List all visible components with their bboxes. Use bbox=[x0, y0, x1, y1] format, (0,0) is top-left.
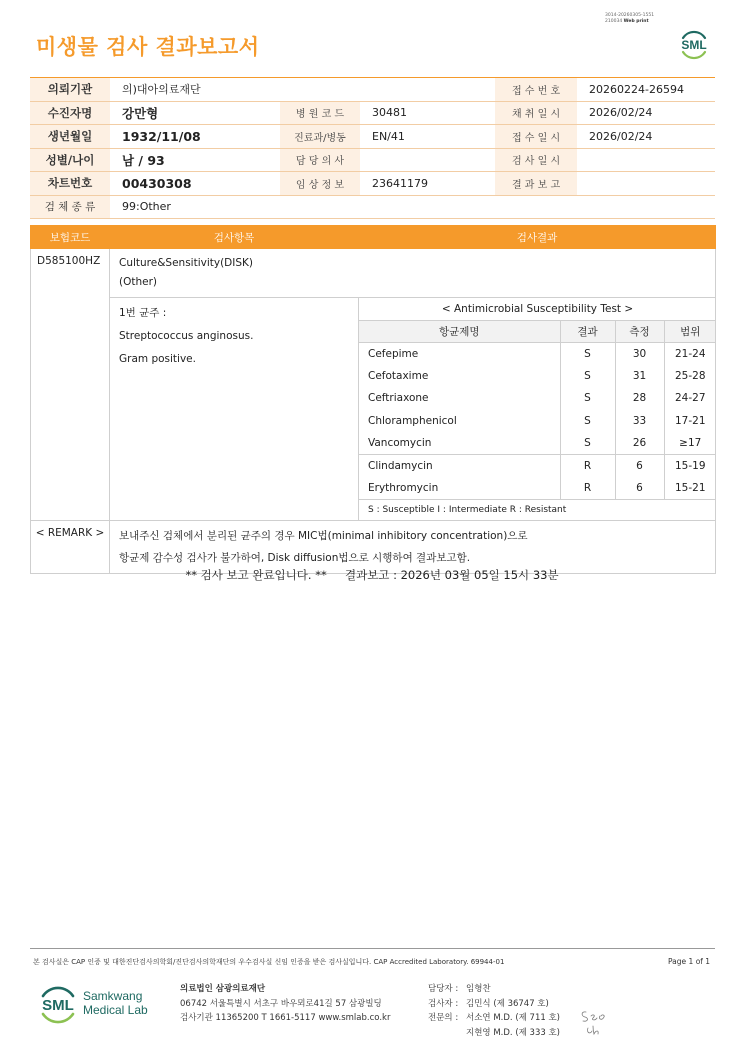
doctor-value bbox=[360, 148, 495, 172]
ast-legend: S : Susceptible I : Intermediate R : Resistant bbox=[359, 500, 716, 520]
chart-no-value: 00430308 bbox=[110, 172, 280, 196]
staff-role: 검사자 : bbox=[428, 998, 459, 1009]
dob-value: 1932/11/08 bbox=[110, 125, 280, 149]
remark-line-2: 항균제 감수성 검사가 불가하여, Disk diffusion법으로 시행하여 결과보고함. bbox=[119, 551, 471, 564]
drug-result: R bbox=[560, 477, 615, 500]
receipt-no-label: 접 수 번 호 bbox=[495, 78, 577, 102]
results-header-row bbox=[31, 226, 716, 249]
sml-footer-logo-text: SML bbox=[42, 997, 74, 1014]
organism-label: 1번 균주 : bbox=[119, 307, 167, 319]
col-range: 범위 bbox=[664, 320, 716, 342]
staff-name: 임형찬 bbox=[466, 984, 491, 994]
staff-role: 담당자 : bbox=[428, 984, 459, 994]
test-date-value bbox=[577, 148, 715, 172]
ast-title-row bbox=[359, 298, 716, 320]
drug-name: Cefotaxime bbox=[359, 365, 560, 388]
info-row-dob bbox=[30, 125, 715, 149]
patient-name-label: 수진자명 bbox=[30, 101, 110, 125]
receipt-no-value: 20260224-26594 bbox=[577, 78, 715, 102]
table-row bbox=[359, 410, 716, 433]
dept-value: EN/41 bbox=[360, 125, 495, 149]
insurance-code-header: 보험코드 bbox=[31, 226, 110, 249]
remark-row bbox=[31, 520, 716, 573]
table-row bbox=[359, 387, 716, 410]
page-title: 미생물 검사 결과보고서 bbox=[36, 35, 260, 59]
col-result: 결과 bbox=[560, 320, 615, 342]
drug-result: S bbox=[560, 342, 615, 365]
staff-row bbox=[428, 1011, 560, 1026]
samkwang-wordmark bbox=[83, 989, 148, 1017]
drug-name: Vancomycin bbox=[359, 432, 560, 455]
sml-logo-text: SML bbox=[681, 38, 707, 52]
patient-info-table bbox=[30, 77, 715, 219]
ast-table bbox=[359, 298, 716, 520]
drug-measure: 33 bbox=[615, 410, 664, 433]
footer-divider bbox=[30, 948, 715, 949]
collect-date-label: 채 취 일 시 bbox=[495, 101, 577, 125]
lab-name: 의료법인 삼광의료재단 bbox=[180, 984, 266, 994]
ast-cell bbox=[359, 298, 716, 521]
test-result-header: 검사결과 bbox=[359, 226, 716, 249]
drug-range: 25-28 bbox=[675, 369, 706, 382]
staff-list bbox=[428, 982, 560, 1040]
drug-measure: 31 bbox=[615, 365, 664, 388]
staff-row bbox=[428, 1026, 560, 1041]
request-org-label: 의뢰기관 bbox=[30, 78, 110, 102]
sml-logo-icon bbox=[674, 24, 714, 64]
sex-age-label: 성별/나이 bbox=[30, 148, 110, 172]
ast-title: < Antimicrobial Susceptibility Test > bbox=[359, 298, 716, 320]
hosp-code-label: 병 원 코 드 bbox=[280, 101, 360, 125]
ast-header-row bbox=[359, 320, 716, 342]
drug-range: 15-19 bbox=[664, 455, 716, 478]
drug-name: Cefepime bbox=[359, 342, 560, 365]
info-row-specimen bbox=[30, 195, 715, 219]
print-id-line2 bbox=[605, 19, 654, 25]
receipt-date-label: 접 수 일 시 bbox=[495, 125, 577, 149]
info-row-chart bbox=[30, 172, 715, 196]
organism-row bbox=[31, 298, 716, 521]
drug-range: ≥17 bbox=[679, 437, 702, 449]
wordmark-line1: Samkwang bbox=[83, 989, 143, 1003]
patient-name-value: 강만형 bbox=[110, 101, 280, 125]
table-row bbox=[359, 455, 716, 478]
report-completion: ** 검사 보고 완료입니다. ** 결과보고 : 2026년 03월 05일 15시 33분 bbox=[185, 568, 559, 582]
drug-result: S bbox=[560, 410, 615, 433]
samkwang-logo bbox=[37, 982, 157, 1026]
remark-label: < REMARK > bbox=[31, 520, 110, 573]
signature-image bbox=[578, 1006, 612, 1038]
sml-footer-logo-icon bbox=[37, 982, 79, 1026]
drug-range: 24-27 bbox=[675, 392, 706, 405]
accreditation-note: 본 검사실은 CAP 인증 및 대한진단검사의학회/진단검사의학재단의 우수검사실 신임 인증을 받은 검사실입니다. CAP Accredited Laboratory. 69944-01 bbox=[33, 958, 505, 966]
drug-name: Ceftriaxone bbox=[359, 387, 560, 410]
drug-result: S bbox=[560, 365, 615, 388]
sml-logo bbox=[674, 24, 714, 64]
lab-contact: 검사기관 11365200 T 1661-5117 www.smlab.co.kr bbox=[180, 1013, 391, 1023]
drug-name: Erythromycin bbox=[359, 477, 560, 500]
drug-measure: 6 bbox=[615, 477, 664, 500]
test-item-name: Culture&Sensitivity(DISK) bbox=[119, 257, 253, 269]
print-id bbox=[605, 13, 654, 24]
drug-result: S bbox=[560, 432, 615, 455]
drug-range: 21-24 bbox=[675, 347, 706, 360]
drug-result: S bbox=[560, 387, 615, 410]
results-table bbox=[30, 225, 716, 574]
ast-legend-row bbox=[359, 500, 716, 520]
test-row bbox=[31, 249, 716, 298]
doctor-label: 담 당 의 사 bbox=[280, 148, 360, 172]
specimen-value: 99:Other bbox=[110, 195, 715, 219]
staff-row bbox=[428, 982, 560, 997]
staff-name: 지현영 M.D. (제 333 호) bbox=[466, 1027, 561, 1038]
drug-name: Clindamycin bbox=[359, 455, 560, 478]
test-item-header: 검사항목 bbox=[110, 226, 359, 249]
print-id-web-print: Web print bbox=[623, 18, 649, 24]
chart-no-label: 차트번호 bbox=[30, 172, 110, 196]
drug-range: 17-21 bbox=[675, 414, 706, 427]
staff-role bbox=[428, 1026, 466, 1041]
test-item-specimen: (Other) bbox=[119, 276, 158, 288]
info-row-name bbox=[30, 101, 715, 125]
page-number: Page 1 of 1 bbox=[668, 957, 711, 966]
staff-row bbox=[428, 997, 560, 1012]
info-row-sex-age bbox=[30, 148, 715, 172]
drug-name: Chloramphenicol bbox=[359, 410, 560, 433]
drug-measure: 28 bbox=[615, 387, 664, 410]
clinical-info-label: 임 상 정 보 bbox=[280, 172, 360, 196]
remark-line-1: 보내주신 검체에서 분리된 균주의 경우 MIC법(minimal inhibitory concentration)으로 bbox=[119, 529, 528, 542]
dob-label: 생년월일 bbox=[30, 125, 110, 149]
dept-label: 진료과/병동 bbox=[280, 125, 360, 149]
report-label: 결 과 보 고 bbox=[495, 172, 577, 196]
staff-name: 서소연 M.D. (제 711 호) bbox=[466, 1013, 561, 1023]
organism-info bbox=[110, 298, 359, 521]
gram-stain: Gram positive. bbox=[119, 353, 196, 365]
drug-result: R bbox=[560, 455, 615, 478]
specimen-label: 검 체 종 류 bbox=[30, 195, 110, 219]
staff-name: 김민식 (제 36747 호) bbox=[466, 998, 549, 1009]
info-row-request bbox=[30, 78, 715, 102]
col-drug: 항균제명 bbox=[359, 320, 560, 342]
clinical-info-value: 23641179 bbox=[360, 172, 495, 196]
report-value bbox=[577, 172, 715, 196]
table-row bbox=[359, 432, 716, 455]
table-row bbox=[359, 477, 716, 500]
drug-measure: 30 bbox=[615, 342, 664, 365]
hosp-code-value: 30481 bbox=[360, 101, 495, 125]
collect-date-value: 2026/02/24 bbox=[577, 101, 715, 125]
sex-age-value: 남 / 93 bbox=[110, 148, 280, 172]
lab-address: 06742 서울특별시 서초구 바우뫼로41길 57 삼광빌딩 bbox=[180, 998, 382, 1009]
test-date-label: 검 사 일 시 bbox=[495, 148, 577, 172]
staff-role: 전문의 : bbox=[428, 1013, 459, 1023]
organism-name: Streptococcus anginosus. bbox=[119, 330, 254, 342]
test-item bbox=[110, 249, 716, 298]
lab-info bbox=[180, 982, 390, 1026]
receipt-date-value: 2026/02/24 bbox=[577, 125, 715, 149]
drug-measure: 6 bbox=[615, 455, 664, 478]
table-row bbox=[359, 342, 716, 365]
print-id-line1: 3014-20260305-1551 bbox=[605, 13, 655, 18]
col-measure: 측정 bbox=[615, 320, 664, 342]
drug-measure: 26 bbox=[615, 432, 664, 455]
print-id-code: 210034 bbox=[605, 18, 623, 24]
remark-text bbox=[110, 520, 716, 573]
drug-range: 15-21 bbox=[675, 482, 706, 494]
request-org-value: 의)대아의료재단 bbox=[110, 78, 495, 102]
wordmark-line2: Medical Lab bbox=[83, 1003, 148, 1017]
insurance-code: D585100HZ bbox=[31, 249, 110, 521]
table-row bbox=[359, 365, 716, 388]
